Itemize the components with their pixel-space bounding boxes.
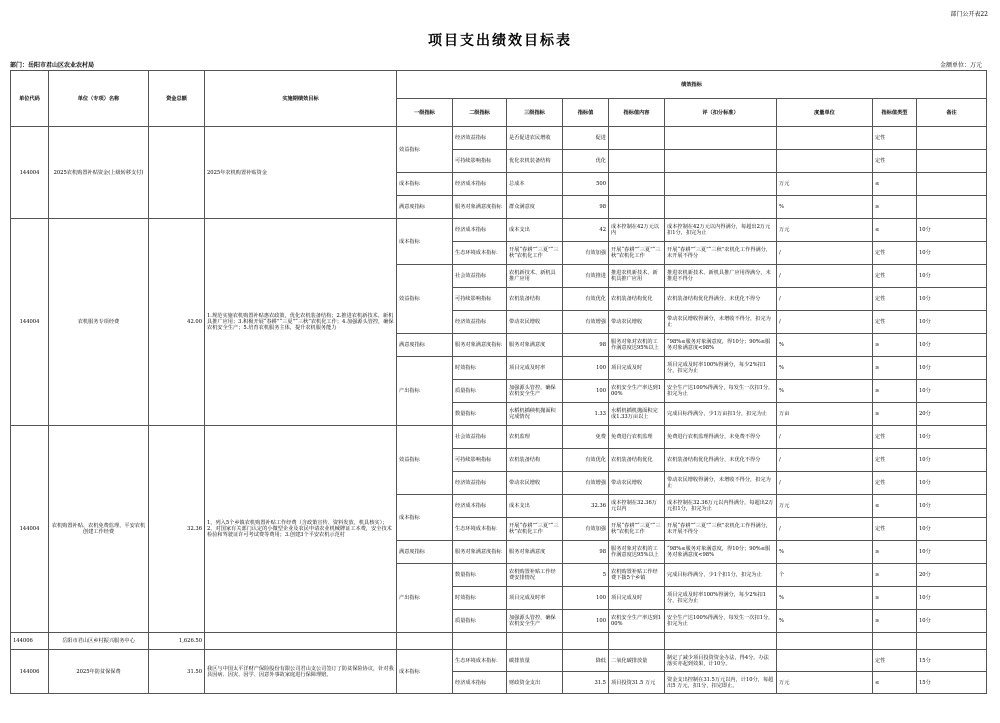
scoring-standard: 项目完成及时率100%得满分，每少2%扣1分，扣完为止: [665, 587, 777, 610]
indicator-content: 农机购置补贴工作经费下拨5个乡镇: [609, 564, 665, 587]
remark: 20分: [917, 403, 987, 426]
empty-cell: [205, 633, 397, 650]
level1-indicator: 成本指标: [397, 219, 453, 265]
level3-indicator: 总成本: [507, 173, 563, 196]
empty-cell: [507, 633, 563, 650]
level3-indicator: 开展“春耕”“三夏”“三秋”农机化工作: [507, 242, 563, 265]
performance-table: [10, 70, 987, 694]
implementation-goal: 1.规范实施农机购置补贴惠农政策，优化农机装备结构；2.推进农机新技术、新机具推广应用；3.积极开展“春耕”“三夏”“三秋”农机化工作；4.加强源头管控，确保农机安全生产；5.培育农机服务主体，提升农机服务能力: [205, 219, 397, 426]
indicator-value: 有效推进: [563, 265, 609, 288]
implementation-goal: 2025年农机购置补贴资金: [205, 127, 397, 219]
level1-indicator: 成本指标: [397, 650, 453, 694]
level3-indicator: 农机装备结构: [507, 288, 563, 311]
measure-unit: /: [777, 242, 873, 265]
indicator-content: 项目投资31.5 万元: [609, 672, 665, 694]
value-type: 定性: [873, 472, 917, 495]
page-title: 项目支出绩效目标表: [428, 33, 572, 49]
level1-indicator: 成本指标: [397, 173, 453, 196]
unit-name: 岳阳市君山区乡村振兴服务中心: [49, 633, 149, 650]
level1-indicator: 满意度指标: [397, 334, 453, 357]
remark: 10分: [917, 265, 987, 288]
scoring-standard: 农机装备结构优化得满分，未优化不得分: [665, 288, 777, 311]
remark: 10分: [917, 610, 987, 633]
level3-indicator: 服务对象满意度: [507, 334, 563, 357]
remark: 10分: [917, 472, 987, 495]
level3-indicator: 加强源头管控，确保农机安全生产: [507, 380, 563, 403]
indicator-content: 免费进行农机监理: [609, 426, 665, 449]
indicator-value: 有效增强: [563, 472, 609, 495]
header-indicators: 绩效指标: [397, 71, 987, 99]
scoring-standard: 带动农民增收得满分，未增收不得分，扣完为止: [665, 311, 777, 334]
indicator-content: 成本控制在42万元以内: [609, 219, 665, 242]
value-type: ≤: [873, 173, 917, 196]
level2-indicator: 可持续影响指标: [453, 449, 507, 472]
indicator-content: 项目完成及时: [609, 587, 665, 610]
scoring-standard: “98%≤服务对象满意度，得10分；90%≤服务对象满意度<98%: [665, 334, 777, 357]
total-funds: 32.36: [149, 426, 205, 633]
header-value-type: 指标值类型: [873, 99, 917, 127]
empty-cell: [563, 633, 609, 650]
value-type: ≥: [873, 541, 917, 564]
remark: 15分: [917, 672, 987, 694]
level3-indicator: 开展“春耕”“三夏”“三秋”农机化工作: [507, 518, 563, 541]
scoring-standard: 带动农民增收得满分，未增收不得分，扣完为止: [665, 472, 777, 495]
indicator-value: 促进: [563, 127, 609, 150]
indicator-value: 100: [563, 380, 609, 403]
header-goal: 实施期绩效目标: [205, 71, 397, 127]
scoring-standard: 安全生产达100%得满分，每发生一次扣1分，扣完为止: [665, 610, 777, 633]
total-funds: [149, 127, 205, 219]
level3-indicator: 农机购置补贴工作经费安排情况: [507, 564, 563, 587]
scoring-standard: 农机装备结构优化得满分，未优化不得分: [665, 449, 777, 472]
level2-indicator: 时效指标: [453, 587, 507, 610]
indicator-content: 农机装备结构优化: [609, 288, 665, 311]
measure-unit: /: [777, 265, 873, 288]
value-type: ≤: [873, 672, 917, 694]
empty-cell: [397, 633, 453, 650]
scoring-standard: 制定了减少项目投资资金办法，得4分。办法落实亦起到效果，计10分。: [665, 650, 777, 672]
unit-code: 144004: [11, 127, 49, 219]
remark: 10分: [917, 541, 987, 564]
measure-unit: 万亩: [777, 403, 873, 426]
level2-indicator: 可持续影响指标: [453, 150, 507, 173]
measure-unit: 万元: [777, 495, 873, 518]
measure-unit: %: [777, 196, 873, 219]
level1-indicator: 满意度指标: [397, 196, 453, 219]
level1-indicator: 效益指标: [397, 426, 453, 495]
level2-indicator: 服务对象满意度指标: [453, 334, 507, 357]
value-type: ≥: [873, 403, 917, 426]
level3-indicator: 项目完成及时率: [507, 587, 563, 610]
header-total-funds: 资金总额: [149, 71, 205, 127]
level1-indicator: 效益指标: [397, 265, 453, 334]
remark: 10分: [917, 311, 987, 334]
indicator-content: 项目完成及时: [609, 357, 665, 380]
value-type: 定性: [873, 518, 917, 541]
level2-indicator: 服务对象满意度指标: [453, 541, 507, 564]
scoring-standard: 项目完成及时率100%得满分，每少2%扣1分，扣完为止: [665, 357, 777, 380]
level2-indicator: 经济效益指标: [453, 311, 507, 334]
level1-indicator: 成本指标: [397, 495, 453, 541]
total-funds: 1,626.50: [149, 633, 205, 650]
scoring-standard: [665, 127, 777, 150]
remark: 15分: [917, 650, 987, 672]
remark: 10分: [917, 426, 987, 449]
scoring-standard: 资金支出控制在31.5万元以内，计10分，每超出5 万元，扣1分，扣完即止。: [665, 672, 777, 694]
level3-indicator: 农机监理: [507, 426, 563, 449]
empty-cell: [609, 633, 665, 650]
level1-indicator: 产出指标: [397, 357, 453, 426]
indicator-content: 开展“春耕”“三夏”“三秋”农机化工作: [609, 518, 665, 541]
remark: 10分: [917, 495, 987, 518]
level2-indicator: 生态环境成本指标: [453, 650, 507, 672]
indicator-value: 1.33: [563, 403, 609, 426]
indicator-content: 农机安全生产率达到100%: [609, 380, 665, 403]
scoring-standard: 安全生产达100%得满分，每发生一次扣1分，扣完为止: [665, 380, 777, 403]
level3-indicator: 群众满意度: [507, 196, 563, 219]
measure-unit: 万元: [777, 672, 873, 694]
value-type: ≥: [873, 564, 917, 587]
indicator-content: [609, 173, 665, 196]
remark: 20分: [917, 564, 987, 587]
value-type: ≤: [873, 219, 917, 242]
value-type: ≥: [873, 587, 917, 610]
remark: 10分: [917, 242, 987, 265]
level3-indicator: 带动农民增收: [507, 311, 563, 334]
level3-indicator: 碳排放量: [507, 650, 563, 672]
remark: 10分: [917, 380, 987, 403]
value-type: ≥: [873, 610, 917, 633]
level3-indicator: 是否促进农民增收: [507, 127, 563, 150]
indicator-content: 带动农民增收: [609, 472, 665, 495]
scoring-standard: 完成目标得满分，少1个扣1分，扣完为止: [665, 564, 777, 587]
indicator-value: 500: [563, 173, 609, 196]
scoring-standard: “98%≤服务对象满意度，得10分；90%≤服务对象满意度<98%: [665, 541, 777, 564]
unit-code: 144006: [11, 633, 49, 650]
indicator-value: 32.36: [563, 495, 609, 518]
indicator-content: [609, 127, 665, 150]
measure-unit: [777, 127, 873, 150]
remark: [917, 150, 987, 173]
value-type: ≥: [873, 357, 917, 380]
indicator-value: 有效加强: [563, 242, 609, 265]
header-level1: 一级指标: [397, 99, 453, 127]
measure-unit: %: [777, 610, 873, 633]
level2-indicator: 时效指标: [453, 357, 507, 380]
level2-indicator: 质量指标: [453, 380, 507, 403]
level1-indicator: 满意度指标: [397, 541, 453, 564]
level2-indicator: 生态环境成本指标: [453, 518, 507, 541]
level2-indicator: 经济成本指标: [453, 173, 507, 196]
empty-cell: [665, 633, 777, 650]
scoring-standard: [665, 173, 777, 196]
indicator-value: 100: [563, 610, 609, 633]
measure-unit: /: [777, 426, 873, 449]
implementation-goal: 我区与中国太平洋财产保险股份有限公司君山支公司签订了防贫保险协议，针对我县因病、因灾、因学、因意外事故家庭进行保障理赔。: [205, 650, 397, 694]
value-type: 定性: [873, 127, 917, 150]
indicator-value: 降低: [563, 650, 609, 672]
remark: [917, 173, 987, 196]
measure-unit: /: [777, 311, 873, 334]
measure-unit: /: [777, 449, 873, 472]
scoring-standard: 开展“春耕”“三夏”“三秋”农机化工作得满分，未开展不得分: [665, 518, 777, 541]
measure-unit: %: [777, 587, 873, 610]
header-level2: 二级指标: [453, 99, 507, 127]
remark: 10分: [917, 288, 987, 311]
table-row: [11, 650, 987, 672]
table-row: [11, 127, 987, 150]
header-remark: 备注: [917, 99, 987, 127]
level2-indicator: 服务对象满意度指标: [453, 196, 507, 219]
remark: 10分: [917, 449, 987, 472]
level2-indicator: 社会效益指标: [453, 426, 507, 449]
measure-unit: 个: [777, 564, 873, 587]
empty-cell: [453, 633, 507, 650]
measure-unit: /: [777, 518, 873, 541]
level3-indicator: 带动农民增收: [507, 472, 563, 495]
level2-indicator: 生态环境成本指标: [453, 242, 507, 265]
unit-name: 2025年防贫保保费: [49, 650, 149, 694]
unit-name: 农机服务专项经费: [49, 219, 149, 426]
empty-cell: [777, 633, 873, 650]
value-type: ≤: [873, 495, 917, 518]
value-type: ≥: [873, 380, 917, 403]
indicator-content: 农机安全生产率达到100%: [609, 610, 665, 633]
scoring-standard: [665, 196, 777, 219]
header-unit-code: 单位代码: [11, 71, 49, 127]
level2-indicator: 质量指标: [453, 610, 507, 633]
level3-indicator: 财政资金支出: [507, 672, 563, 694]
empty-cell: [873, 633, 917, 650]
remark: 10分: [917, 334, 987, 357]
department-label: 部门：岳阳市君山区农业农村局: [10, 62, 95, 69]
scoring-standard: 免费进行农机监理得满分，未免费不得分: [665, 426, 777, 449]
unit-name: 农机购置补贴、农机免费监理、平安农机创建工作经费: [49, 426, 149, 633]
header-value: 指标值: [563, 99, 609, 127]
scoring-standard: 开展“春耕”“三夏”“三秋”农机化工作得满分，未开展不得分: [665, 242, 777, 265]
table-row: [11, 426, 987, 449]
indicator-value: 免费: [563, 426, 609, 449]
level2-indicator: 数量指标: [453, 564, 507, 587]
unit-code: 144004: [11, 219, 49, 426]
value-type: ≥: [873, 196, 917, 219]
level3-indicator: 优化农机装备结构: [507, 150, 563, 173]
implementation-goal: 1、列入5个乡镇农机购置补贴工作经费（含政策宣传、资料发放、机具核实）；2、对国家有关部门认定的小微型企业及农民申请农业机械牌证工本费，安全技术检验和驾驶证许可考试费等费用；3.创建3个平安农机示范村: [205, 426, 397, 633]
indicator-value: 有效优化: [563, 288, 609, 311]
indicator-content: 服务对象对农机的工作满意度达95%以上: [609, 541, 665, 564]
level3-indicator: 加强源头管控，确保农机安全生产: [507, 610, 563, 633]
value-type: 定性: [873, 311, 917, 334]
level3-indicator: 服务对象满意度: [507, 541, 563, 564]
measure-unit: [777, 650, 873, 672]
indicator-content: 服务对象对农机的工作满意度达95%以上: [609, 334, 665, 357]
measure-unit: /: [777, 472, 873, 495]
measure-unit: %: [777, 357, 873, 380]
unit-code: 144006: [11, 650, 49, 694]
measure-unit: %: [777, 541, 873, 564]
remark: [917, 127, 987, 150]
indicator-content: 开展“春耕”“三夏”“三秋”农机化工作: [609, 242, 665, 265]
scoring-standard: 成本控制在32.36万元以内得满分，每超出2万元扣1分，扣完为止: [665, 495, 777, 518]
value-type: 定性: [873, 650, 917, 672]
level1-indicator: 产出指标: [397, 564, 453, 633]
indicator-value: 42: [563, 219, 609, 242]
indicator-content: 二氧化碳排放量: [609, 650, 665, 672]
level3-indicator: 成本支出: [507, 495, 563, 518]
header-level3: 三级指标: [507, 99, 563, 127]
level3-indicator: 农机装备结构: [507, 449, 563, 472]
indicator-value: 有效优化: [563, 449, 609, 472]
measure-unit: 万元: [777, 173, 873, 196]
level2-indicator: 数量指标: [453, 403, 507, 426]
indicator-value: 优化: [563, 150, 609, 173]
measure-unit: 万元: [777, 219, 873, 242]
level2-indicator: 可持续影响指标: [453, 288, 507, 311]
measure-unit: %: [777, 380, 873, 403]
header-measure-unit: 度量单位: [777, 99, 873, 127]
amount-unit-label: 金额单位：万元: [939, 62, 982, 69]
remark: 10分: [917, 518, 987, 541]
indicator-content: 推进农机新技术、新机具推广应用: [609, 265, 665, 288]
indicator-value: 98: [563, 334, 609, 357]
remark: 10分: [917, 219, 987, 242]
value-type: ≥: [873, 334, 917, 357]
unit-code: 144004: [11, 426, 49, 633]
indicator-value: 100: [563, 587, 609, 610]
header-unit-name: 单位（专项）名称: [49, 71, 149, 127]
unit-name: 2025农机购置补贴资金(上级转移支付): [49, 127, 149, 219]
header-scoring: 评（扣分标准）: [665, 99, 777, 127]
total-funds: 42.00: [149, 219, 205, 426]
indicator-value: 100: [563, 357, 609, 380]
indicator-content: 成本控制在32.36万元以内: [609, 495, 665, 518]
remark: [917, 196, 987, 219]
scoring-standard: [665, 150, 777, 173]
indicator-content: 水稻机插机抛面积完成1.33万亩以上: [609, 403, 665, 426]
level2-indicator: 社会效益指标: [453, 265, 507, 288]
value-type: 定性: [873, 426, 917, 449]
total-funds: 31.50: [149, 650, 205, 694]
remark: 10分: [917, 357, 987, 380]
scoring-standard: 成本控制在42万元以内得满分，每超出2万元扣1分，扣完为止: [665, 219, 777, 242]
value-type: 定性: [873, 150, 917, 173]
indicator-value: 5: [563, 564, 609, 587]
value-type: 定性: [873, 242, 917, 265]
level3-indicator: 农机新技术、新机具推广应用: [507, 265, 563, 288]
table-row: [11, 633, 987, 650]
level3-indicator: 项目完成及时率: [507, 357, 563, 380]
indicator-content: [609, 196, 665, 219]
level3-indicator: 水稻机插秧机抛面积完成情况: [507, 403, 563, 426]
level2-indicator: 经济效益指标: [453, 472, 507, 495]
indicator-content: 农机装备结构优化: [609, 449, 665, 472]
value-type: 定性: [873, 449, 917, 472]
header-content: 指标值内容: [609, 99, 665, 127]
indicator-content: 带动农民增收: [609, 311, 665, 334]
level2-indicator: 经济效益指标: [453, 127, 507, 150]
scoring-standard: 推进农机新技术、新机具推广应用得满分，未推进不得分: [665, 265, 777, 288]
level1-indicator: 效益指标: [397, 127, 453, 173]
value-type: 定性: [873, 265, 917, 288]
indicator-value: 有效加强: [563, 518, 609, 541]
level2-indicator: 经济成本指标: [453, 672, 507, 694]
measure-unit: /: [777, 288, 873, 311]
measure-unit: [777, 150, 873, 173]
table-row: [11, 219, 987, 242]
level2-indicator: 经济成本指标: [453, 219, 507, 242]
indicator-value: 31.5: [563, 672, 609, 694]
level2-indicator: 经济成本指标: [453, 495, 507, 518]
indicator-value: 有效增强: [563, 311, 609, 334]
empty-cell: [917, 633, 987, 650]
value-type: 定性: [873, 288, 917, 311]
indicator-content: [609, 150, 665, 173]
remark: 10分: [917, 587, 987, 610]
scoring-standard: 完成目标得满分，少1万亩扣1分，扣完为止: [665, 403, 777, 426]
indicator-value: 98: [563, 196, 609, 219]
page-label: 部门公开表22: [950, 11, 988, 18]
indicator-value: 98: [563, 541, 609, 564]
level3-indicator: 成本支出: [507, 219, 563, 242]
measure-unit: %: [777, 334, 873, 357]
